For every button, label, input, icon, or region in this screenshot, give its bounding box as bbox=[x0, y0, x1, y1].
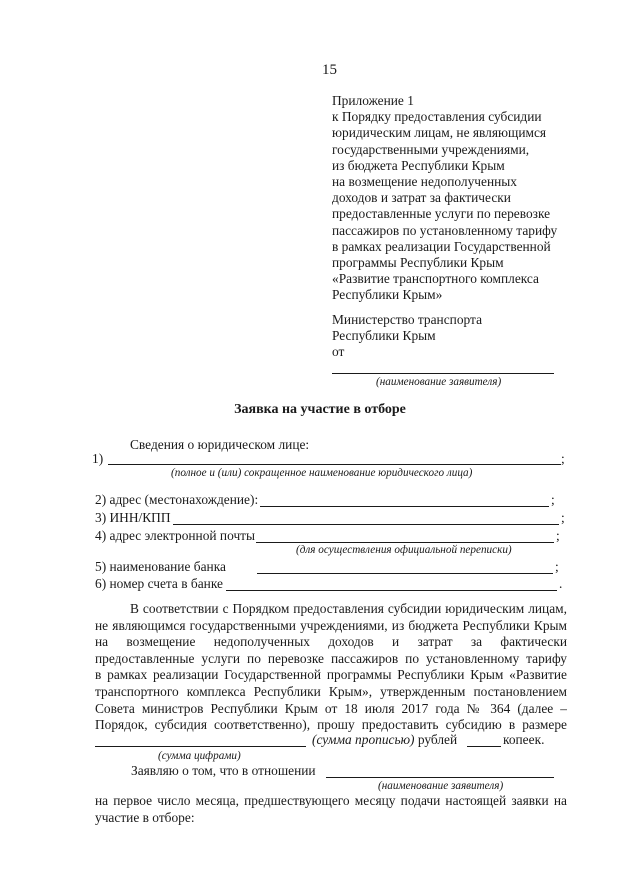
declaration-caption: (наименование заявителя) bbox=[378, 780, 504, 792]
declaration-applicant-line[interactable] bbox=[326, 777, 554, 778]
appendix-line: Республики Крым» bbox=[332, 287, 443, 303]
legal-entity-name-line[interactable] bbox=[108, 464, 561, 465]
sum-digits-line[interactable] bbox=[95, 746, 306, 747]
paragraph-line: Совета министров Республики Крым от 18 июля 2017 года № 364 (далее – bbox=[95, 700, 567, 716]
email-line[interactable] bbox=[256, 542, 554, 543]
appendix-line: к Порядку предоставления субсидии bbox=[332, 109, 542, 125]
sum-digits-caption: (сумма цифрами) bbox=[158, 750, 241, 762]
appendix-line: на возмещение недополученных bbox=[332, 174, 517, 190]
applicant-name-line[interactable] bbox=[332, 373, 554, 374]
email-caption: (для осуществления официальной переписки) bbox=[296, 544, 512, 556]
paragraph-line: транспортного комплекса Республики Крым», утвержденным постановлением bbox=[95, 683, 567, 699]
bank-name-semicolon: ; bbox=[555, 559, 559, 574]
address-label: 2) адрес (местонахождение): bbox=[95, 492, 259, 507]
inn-kpp-label: 3) ИНН/КПП bbox=[95, 510, 171, 525]
kopecks-line[interactable] bbox=[467, 746, 501, 747]
appendix-line: государственными учреждениями, bbox=[332, 141, 530, 157]
inn-kpp-line[interactable] bbox=[173, 524, 559, 525]
appendix-line: пассажиров по установленному тарифу bbox=[332, 222, 558, 238]
inn-kpp-semicolon: ; bbox=[561, 510, 565, 525]
appendix-line: предоставленные услуги по перевозке bbox=[332, 206, 551, 222]
email-label: 4) адрес электронной почты bbox=[95, 528, 256, 543]
applicant-caption: (наименование заявителя) bbox=[376, 376, 502, 388]
item1-number: 1) bbox=[92, 451, 104, 466]
appendix-block bbox=[332, 93, 557, 304]
bank-name-line[interactable] bbox=[257, 573, 553, 574]
appendix-line: Приложение 1 bbox=[332, 93, 414, 108]
document-title: Заявка на участие в отборе bbox=[234, 402, 406, 417]
paragraph-line: предоставленные услуги по перевозке пассажиров по установленному тарифу bbox=[95, 650, 567, 666]
kopecks-label: копеек. bbox=[503, 732, 545, 747]
request-paragraph bbox=[95, 601, 567, 734]
paragraph-line: в рамках реализации Государственной программы Республики Крым «Развитие bbox=[95, 667, 567, 683]
appendix-line: юридическим лицам, не являющимся bbox=[332, 125, 547, 141]
appendix-line: в рамках реализации Государственной bbox=[332, 238, 551, 254]
account-line[interactable] bbox=[226, 590, 557, 591]
paragraph-line: Порядок, субсидия соответственно), прошу предоставить субсидию в размере bbox=[95, 717, 567, 733]
recipient-line: Министерство транспорта bbox=[332, 312, 483, 327]
item1-caption: (полное и (или) сокращенное наименование юридического лица) bbox=[171, 467, 473, 479]
declaration-line: на первое число месяца, предшествующего месяцу подачи настоящей заявки на bbox=[95, 793, 567, 808]
sum-words-label bbox=[312, 732, 457, 748]
paragraph-line: В соответствии с Порядком предоставления субсидии юридическим лицам, bbox=[130, 601, 567, 616]
from-label: от bbox=[332, 344, 345, 360]
appendix-line: программы Республики Крым bbox=[332, 255, 504, 271]
recipient-block bbox=[332, 312, 482, 361]
address-line[interactable] bbox=[260, 506, 549, 507]
declaration-line: участие в отборе: bbox=[95, 810, 195, 825]
paragraph-line: на возмещение недополученных доходов и затрат за фактически bbox=[95, 634, 567, 650]
appendix-line: «Развитие транспортного комплекса bbox=[332, 271, 539, 287]
recipient-line: Республики Крым bbox=[332, 328, 436, 344]
appendix-line: доходов и затрат за фактически bbox=[332, 190, 511, 206]
bank-name-label: 5) наименование банка bbox=[95, 559, 226, 574]
item1-semicolon: ; bbox=[561, 451, 565, 466]
sum-words-caption: (сумма прописью) bbox=[312, 732, 415, 747]
appendix-line: из бюджета Республики Крым bbox=[332, 157, 505, 173]
email-semicolon: ; bbox=[556, 528, 560, 543]
account-period: . bbox=[559, 576, 563, 591]
page-number: 15 bbox=[322, 62, 337, 78]
legal-entity-intro: Сведения о юридическом лице: bbox=[130, 437, 310, 452]
declaration-text: Заявляю о том, что в отношении bbox=[131, 763, 316, 778]
account-label: 6) номер счета в банке bbox=[95, 576, 223, 591]
rubles-label: рублей bbox=[417, 732, 458, 747]
paragraph-line: не являющимся государственными учреждениями, из бюджета Республики Крым bbox=[95, 617, 567, 633]
address-semicolon: ; bbox=[551, 492, 555, 507]
